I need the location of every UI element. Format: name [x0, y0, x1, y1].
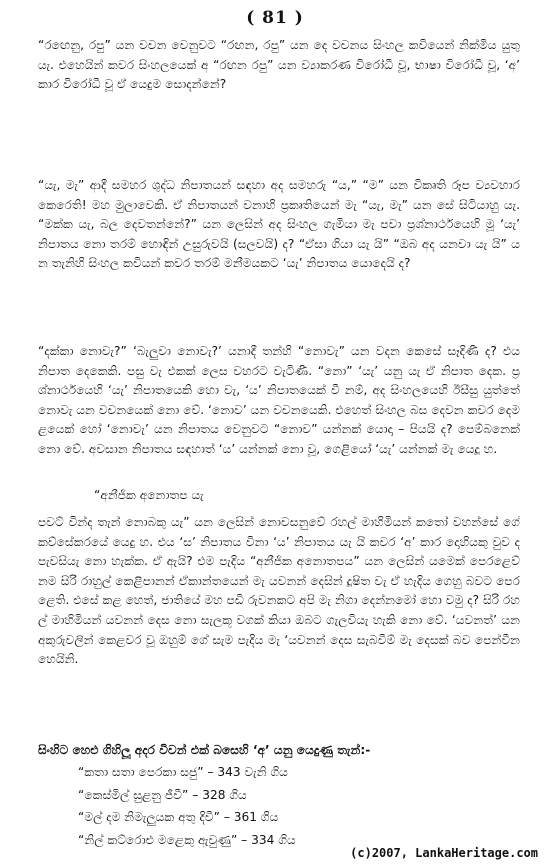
quote-list-lead: සිංහිට හෙළු ගිහිලූ අදර විවන් එක් බසෙහි ‘අ’ යනු යෙදුණු තැන්:-: [38, 743, 371, 757]
paragraph-4: පවට් වින්ද තැන් නොබකු යැ” යන ලෙසින් නොවසනුවේ රහල් මාහිමියන් කතෝ වහන්සේ ගේ කව්සේකරයේ යෙදු හ. එය ‘ස’ නිපාතය විනා ‘ය’ නිපාතය යැ යි කවර ‘අ’ කාර දොහියකු වුව ද පැවසියැ නො හැක්ක. ඒ ඇයි? එම පැදිය “අනීජික අනොතපය” යන ලෙසින් යමෙක් පෙරළෙව් නම සිරි රාහුල් කෙළිපානන් ඒකාන්තයෙන් මැ යවනන් දෙසින් දූෂිත වැ ඒ හැදිය ගෙහු බවට පෙරළෙති. එසේ කළ හෙත්, ජාතියේ මහ පඩි රුවනකට අපි මැ නිගා දෙන්නමෝ හො වමු ද? සිරි රහල් මාහිමියන් යවනන් දෙස නො සැලකූ වගක් කියා ඔබට ගැලවියැ හැකි නො වේ. ‘යවනත්’ යන අකුරුවලින් කෙළවර වූ ඔහුම් ගේ සැම පැදිය මැ ‘යවනන් දෙස සැබවීම් මැ දෙසක් බව පෙන්වීන හෙයිනි.: [38, 515, 520, 667]
paragraph-3: “දක්කා නොවැ?” ‘බැලුවා නොවැ?’ යනාදී තන්හි “නොවැ” යන වදන කෙසේ සෑදිණී ද? එය නිපාත දෙකෙකි. පසු වැ එකක් ලෙස වහරට වැටිණී. “නො” ‘යැ’ යනු යැ ඒ නිපාත දෙක. ප්‍රශ්නාර්ථයෙහි ‘යැ’ නිපාතයෙකි හො වැ, ‘ය’ නිපාතයෙක් වී නම්, අද සිංහලයෙහි ඊසීසු යුත්තේ නොවැ යන වචනයෙක් නො වේ. ‘නොව’ යන වචනයෙකි. එහෙත් සිංහල බස දෙවන කවර දෙමළයෙක් හෝ ‘නොවැ’ යන නිපාතය වෙනුවට “නොව” යන්නක් යොදා – පියයි ද? පෙම්බනෙක් නො වේ. අවසාන නිපාතය සඳහාත් ‘ය’ යන්නක් නො වූ, ගෙළියෝ ‘යැ’ යන්නක් මැ යෙදූ හ.: [38, 344, 520, 456]
copyright-notice: (c)2007, LankaHeritage.com: [350, 846, 538, 860]
verse-quote-item: “කතා සතා පෙරකා සජු” – 343 වැනි ගිය: [78, 765, 288, 779]
paragraph-1: “රඟෙනු, රපු” යන වචන වෙනුවට “රඟන, රපු” යන දෙ වචනය සිංහල කවියෙන් නික්මිය යුතු යැ. එහෙයින් කවර සිංහලයෙක් අ “රඟන රපු” යන ව්‍යාකරණ විරෝධී වූ, භාෂා විරෝධී වූ, ‘අ’ කාර විරෝධී වූ ඒ යෙදුම සොදන්නේ?: [38, 38, 520, 92]
verse-quote-item: “නිල් කට්රොළු මළෙකු ඇවුණු” – 334 ගිය: [78, 832, 296, 847]
paragraph-2: “යැ, මැ” ආදී සමහර ශුද්ධ නිපාතයන් සඳහා අද සමහරු “ය,” “ම” යන විකෘති රූප ව්‍යවහාර කෙරෙති! මහ මුලාවෙකි. ඒ නිපාතයන් වනාහි ප්‍රකෘතියෙන් මැ “යැ, මැ” යන සේ සිටියාහු යැ. “මක්ක යැ, බල දෙවතන්නේ?” යන ලෙසින් අද සිංහල ගැමියා මැ පවා ප්‍රශ්නාර්ථයෙහි මූ ‘යැ’ නිපාතය නො තරම් හොඳින් උසුරුවයි (සලවයි) ද? “ඒසා ගියා යැ යි” “ඔබ අද යනවා යැ යි” යන තැනිහි සිංහල කවියන් කවර තරම් මනීමයකට ‘යැ’ නිපාතය යොදෙයි ද?: [38, 178, 520, 271]
verse-quote-item: “මල් දම නිමැලුයක අතු දිවී” – 361 ගිය: [78, 810, 279, 824]
page-number: ( 81 ): [246, 8, 304, 28]
verse-quote-list: [78, 761, 296, 851]
verse-quote-item: “කෙස්මිල් සුළනු ජීවී” – 328 ගිය: [78, 787, 247, 802]
verse-quote-heading: “අනීජික අනොතප යැ: [94, 488, 204, 502]
